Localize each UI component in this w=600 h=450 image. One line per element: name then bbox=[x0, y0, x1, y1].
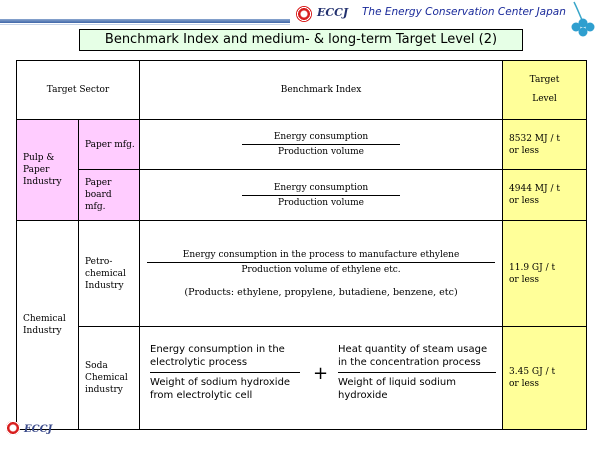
index-formula bbox=[140, 221, 503, 327]
formula-denominator: Weight of sodium hydroxide from electrolytic cell bbox=[150, 377, 291, 401]
formula-denominator: Production volume bbox=[278, 147, 364, 157]
table-row bbox=[17, 120, 587, 170]
formula-denominator: Production volume of ethylene etc. bbox=[241, 264, 401, 275]
table-row bbox=[17, 327, 587, 430]
benchmark-table bbox=[16, 60, 587, 430]
table-row bbox=[17, 221, 587, 327]
header-benchmark-index: Benchmark Index bbox=[140, 61, 503, 120]
index-formula bbox=[140, 120, 503, 170]
formula-numerator: Heat quantity of steam usage in the concentration process bbox=[338, 343, 496, 373]
target-level-value bbox=[503, 221, 587, 327]
slide-title: Benchmark Index and medium- & long-term Target Level (2) bbox=[79, 29, 523, 51]
target-level-value bbox=[503, 120, 587, 170]
target-text: 8532 MJ / t or less bbox=[509, 133, 560, 156]
eccj-footer-text: ECCJ bbox=[24, 424, 53, 435]
sub-sector-soda bbox=[79, 327, 140, 430]
soda-term-2 bbox=[338, 343, 496, 402]
sector-pulp-paper bbox=[17, 120, 79, 221]
header-rule bbox=[0, 19, 290, 23]
target-level-value bbox=[503, 327, 587, 430]
sub-sector-label: Paper board mfg. bbox=[85, 178, 112, 212]
products-note: (Products: ethylene, propylene, butadiene, benzene, etc) bbox=[184, 286, 458, 298]
eccj-footer-logo-icon bbox=[6, 421, 20, 435]
sector-label: Pulp & Paper Industry bbox=[23, 153, 62, 187]
index-formula bbox=[140, 170, 503, 221]
soda-term-1 bbox=[150, 343, 300, 402]
sub-sector-paper-mfg: Paper mfg. bbox=[79, 120, 140, 170]
target-text: 4944 MJ / t or less bbox=[509, 184, 560, 206]
formula-denominator: Production volume bbox=[278, 197, 364, 208]
eccj-logo-icon bbox=[296, 6, 312, 22]
formula-numerator: Energy consumption bbox=[242, 132, 400, 145]
table-header-row bbox=[17, 61, 587, 120]
sub-sector-petrochemical bbox=[79, 221, 140, 327]
formula-numerator: Energy consumption in the process to manufacture ethylene bbox=[147, 250, 495, 263]
plus-operator: + bbox=[313, 363, 329, 384]
header-target-level-text: Target Level bbox=[529, 75, 560, 104]
header-target-sector: Target Sector bbox=[17, 61, 140, 120]
formula-numerator: Energy consumption in the electrolytic process bbox=[150, 343, 300, 373]
target-level-value bbox=[503, 170, 587, 221]
header-target-level bbox=[503, 61, 587, 120]
sub-sector-paper-board bbox=[79, 170, 140, 221]
header-rule-thin bbox=[0, 24, 290, 25]
target-text: 11.9 GJ / t or less bbox=[509, 262, 556, 285]
table-row bbox=[17, 170, 587, 221]
clover-icon bbox=[568, 0, 598, 40]
target-text: 3.45 GJ / t or less bbox=[509, 367, 556, 389]
organization-name: The Energy Conservation Center Japan bbox=[362, 6, 566, 18]
sub-sector-label: Petro-chemical Industry bbox=[85, 256, 126, 291]
eccj-logo-text: ECCJ bbox=[317, 6, 349, 19]
formula-numerator: Energy consumption bbox=[242, 183, 400, 196]
soda-formula bbox=[140, 327, 502, 429]
formula-denominator: Weight of liquid sodium hydroxide bbox=[338, 377, 456, 401]
sector-chemical bbox=[17, 221, 79, 430]
sub-sector-label: Soda Chemical industry bbox=[85, 361, 128, 395]
sector-label: Chemical Industry bbox=[23, 314, 66, 336]
index-formula bbox=[140, 327, 503, 430]
